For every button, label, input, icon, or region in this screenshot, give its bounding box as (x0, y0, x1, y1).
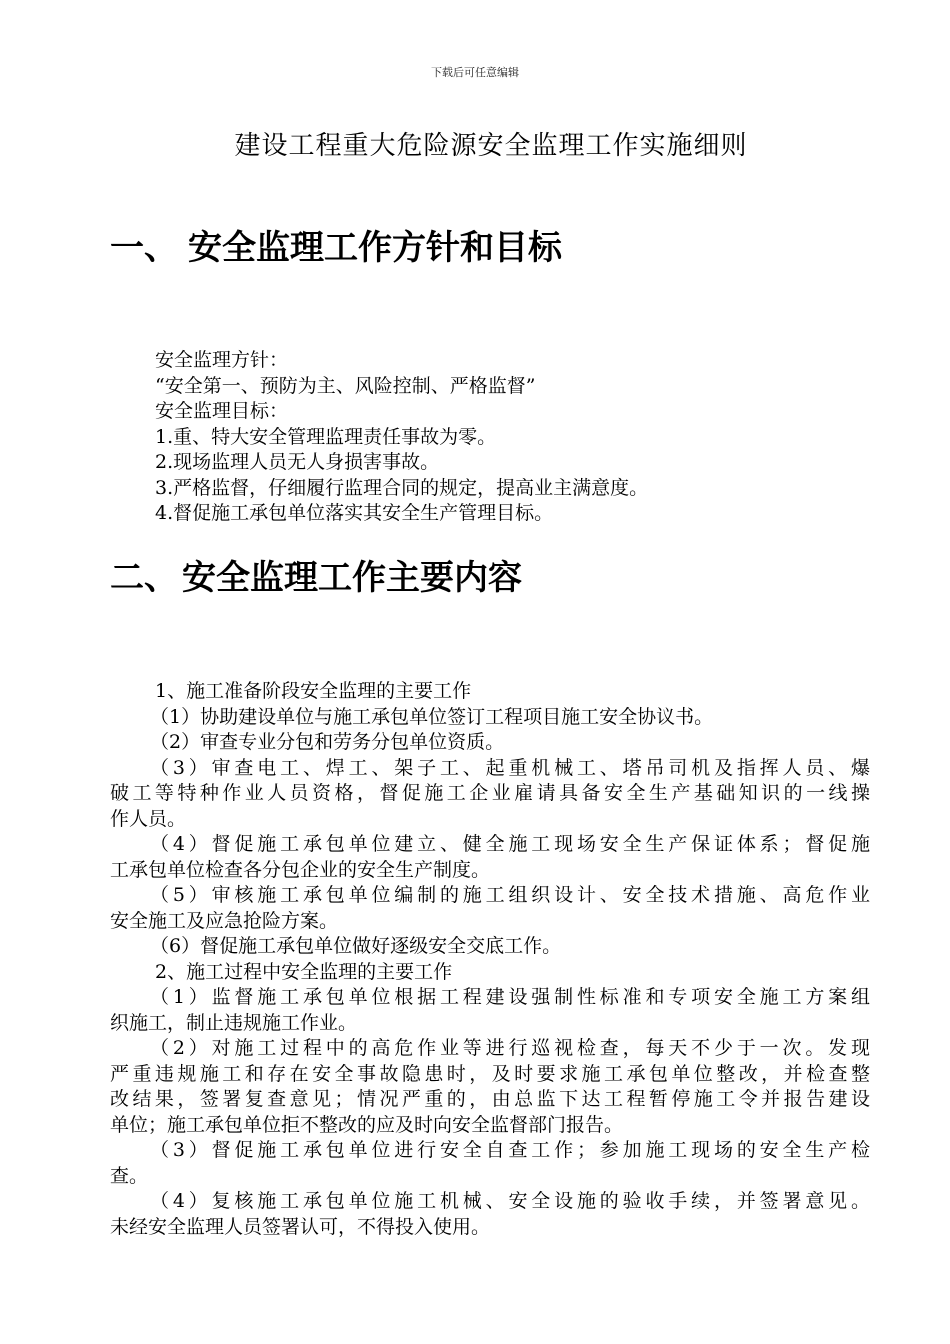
paragraph-line: （2）审查专业分包和劳务分包单位资质。 (150, 731, 505, 753)
section-2-number: 二、 (110, 558, 178, 598)
section-1-heading (110, 226, 562, 270)
section-2-body (110, 679, 870, 1240)
paragraph-line: （5）审核施工承包单位编制的施工组织设计、安全技术措施、高危作业 (150, 884, 870, 906)
document-title: 建设工程重大危险源安全监理工作实施细则 (234, 131, 748, 161)
paragraph-line: （1）协助建设单位与施工承包单位签订工程项目施工安全协议书。 (150, 705, 714, 728)
paragraph-line: “安全第一、预防为主、风险控制、严格监督” (155, 374, 536, 397)
paragraph-line: 破工等特种作业人员资格，督促施工企业雇请具备安全生产基础知识的一线操 (110, 782, 870, 804)
paragraph-line: 未经安全监理人员签署认可，不得投入使用。 (110, 1215, 491, 1238)
section-1-title: 安全监理工作方针和目标 (188, 228, 562, 268)
header-note: 下载后可任意编辑 (431, 66, 519, 79)
paragraph-line: 改结果，签署复查意见；情况严重的，由总监下达工程暂停施工令并报告建设 (110, 1088, 870, 1110)
paragraph-line: 3.严格监督，仔细履行监理合同的规定，提高业主满意度。 (155, 476, 649, 499)
paragraph-line: （4）督促施工承包单位建立、健全施工现场安全生产保证体系；督促施 (150, 833, 870, 855)
paragraph-line: 织施工，制止违规施工作业。 (110, 1011, 358, 1034)
subsection-heading: 2、施工过程中安全监理的主要工作 (155, 960, 453, 983)
section-1-body (155, 348, 648, 527)
section-2-heading (110, 556, 522, 600)
section-2-title: 安全监理工作主要内容 (182, 558, 522, 598)
paragraph-line: （6）督促施工承包单位做好逐级安全交底工作。 (150, 935, 562, 957)
paragraph-line: （3）督促施工承包单位进行安全自查工作；参加施工现场的安全生产检 (150, 1139, 870, 1161)
section-1-number: 一、 (110, 228, 178, 268)
paragraph-line: （1）监督施工承包单位根据工程建设强制性标准和专项安全施工方案组 (150, 986, 870, 1008)
paragraph-line: 安全监理目标： (155, 400, 289, 422)
paragraph-line: 严重违规施工和存在安全事故隐患时，及时要求施工承包单位整改，并检查整 (110, 1062, 870, 1085)
paragraph-line: 1.重、特大安全管理监理责任事故为零。 (155, 425, 497, 448)
paragraph-line: 工承包单位检查各分包企业的安全生产制度。 (110, 858, 491, 881)
paragraph-line: 2.现场监理人员无人身损害事故。 (155, 451, 440, 473)
paragraph-line: 单位；施工承包单位拒不整改的应及时向安全监督部门报告。 (110, 1113, 624, 1136)
paragraph-line: 安全监理方针： (155, 349, 289, 371)
paragraph-line: （3）审查电工、焊工、架子工、起重机械工、塔吊司机及指挥人员、爆 (150, 756, 870, 779)
subsection-heading: 1、施工准备阶段安全监理的主要工作 (155, 680, 472, 702)
paragraph-line: 查。 (110, 1164, 149, 1187)
paragraph-line: （2）对施工过程中的高危作业等进行巡视检查，每天不少于一次。发现 (150, 1037, 870, 1059)
paragraph-line: （4）复核施工承包单位施工机械、安全设施的验收手续，并签署意见。 (150, 1190, 870, 1212)
paragraph-line: 安全施工及应急抢险方案。 (110, 909, 339, 932)
paragraph-line: 4.督促施工承包单位落实其安全生产管理目标。 (155, 502, 554, 524)
paragraph-line: 作人员。 (110, 807, 187, 830)
